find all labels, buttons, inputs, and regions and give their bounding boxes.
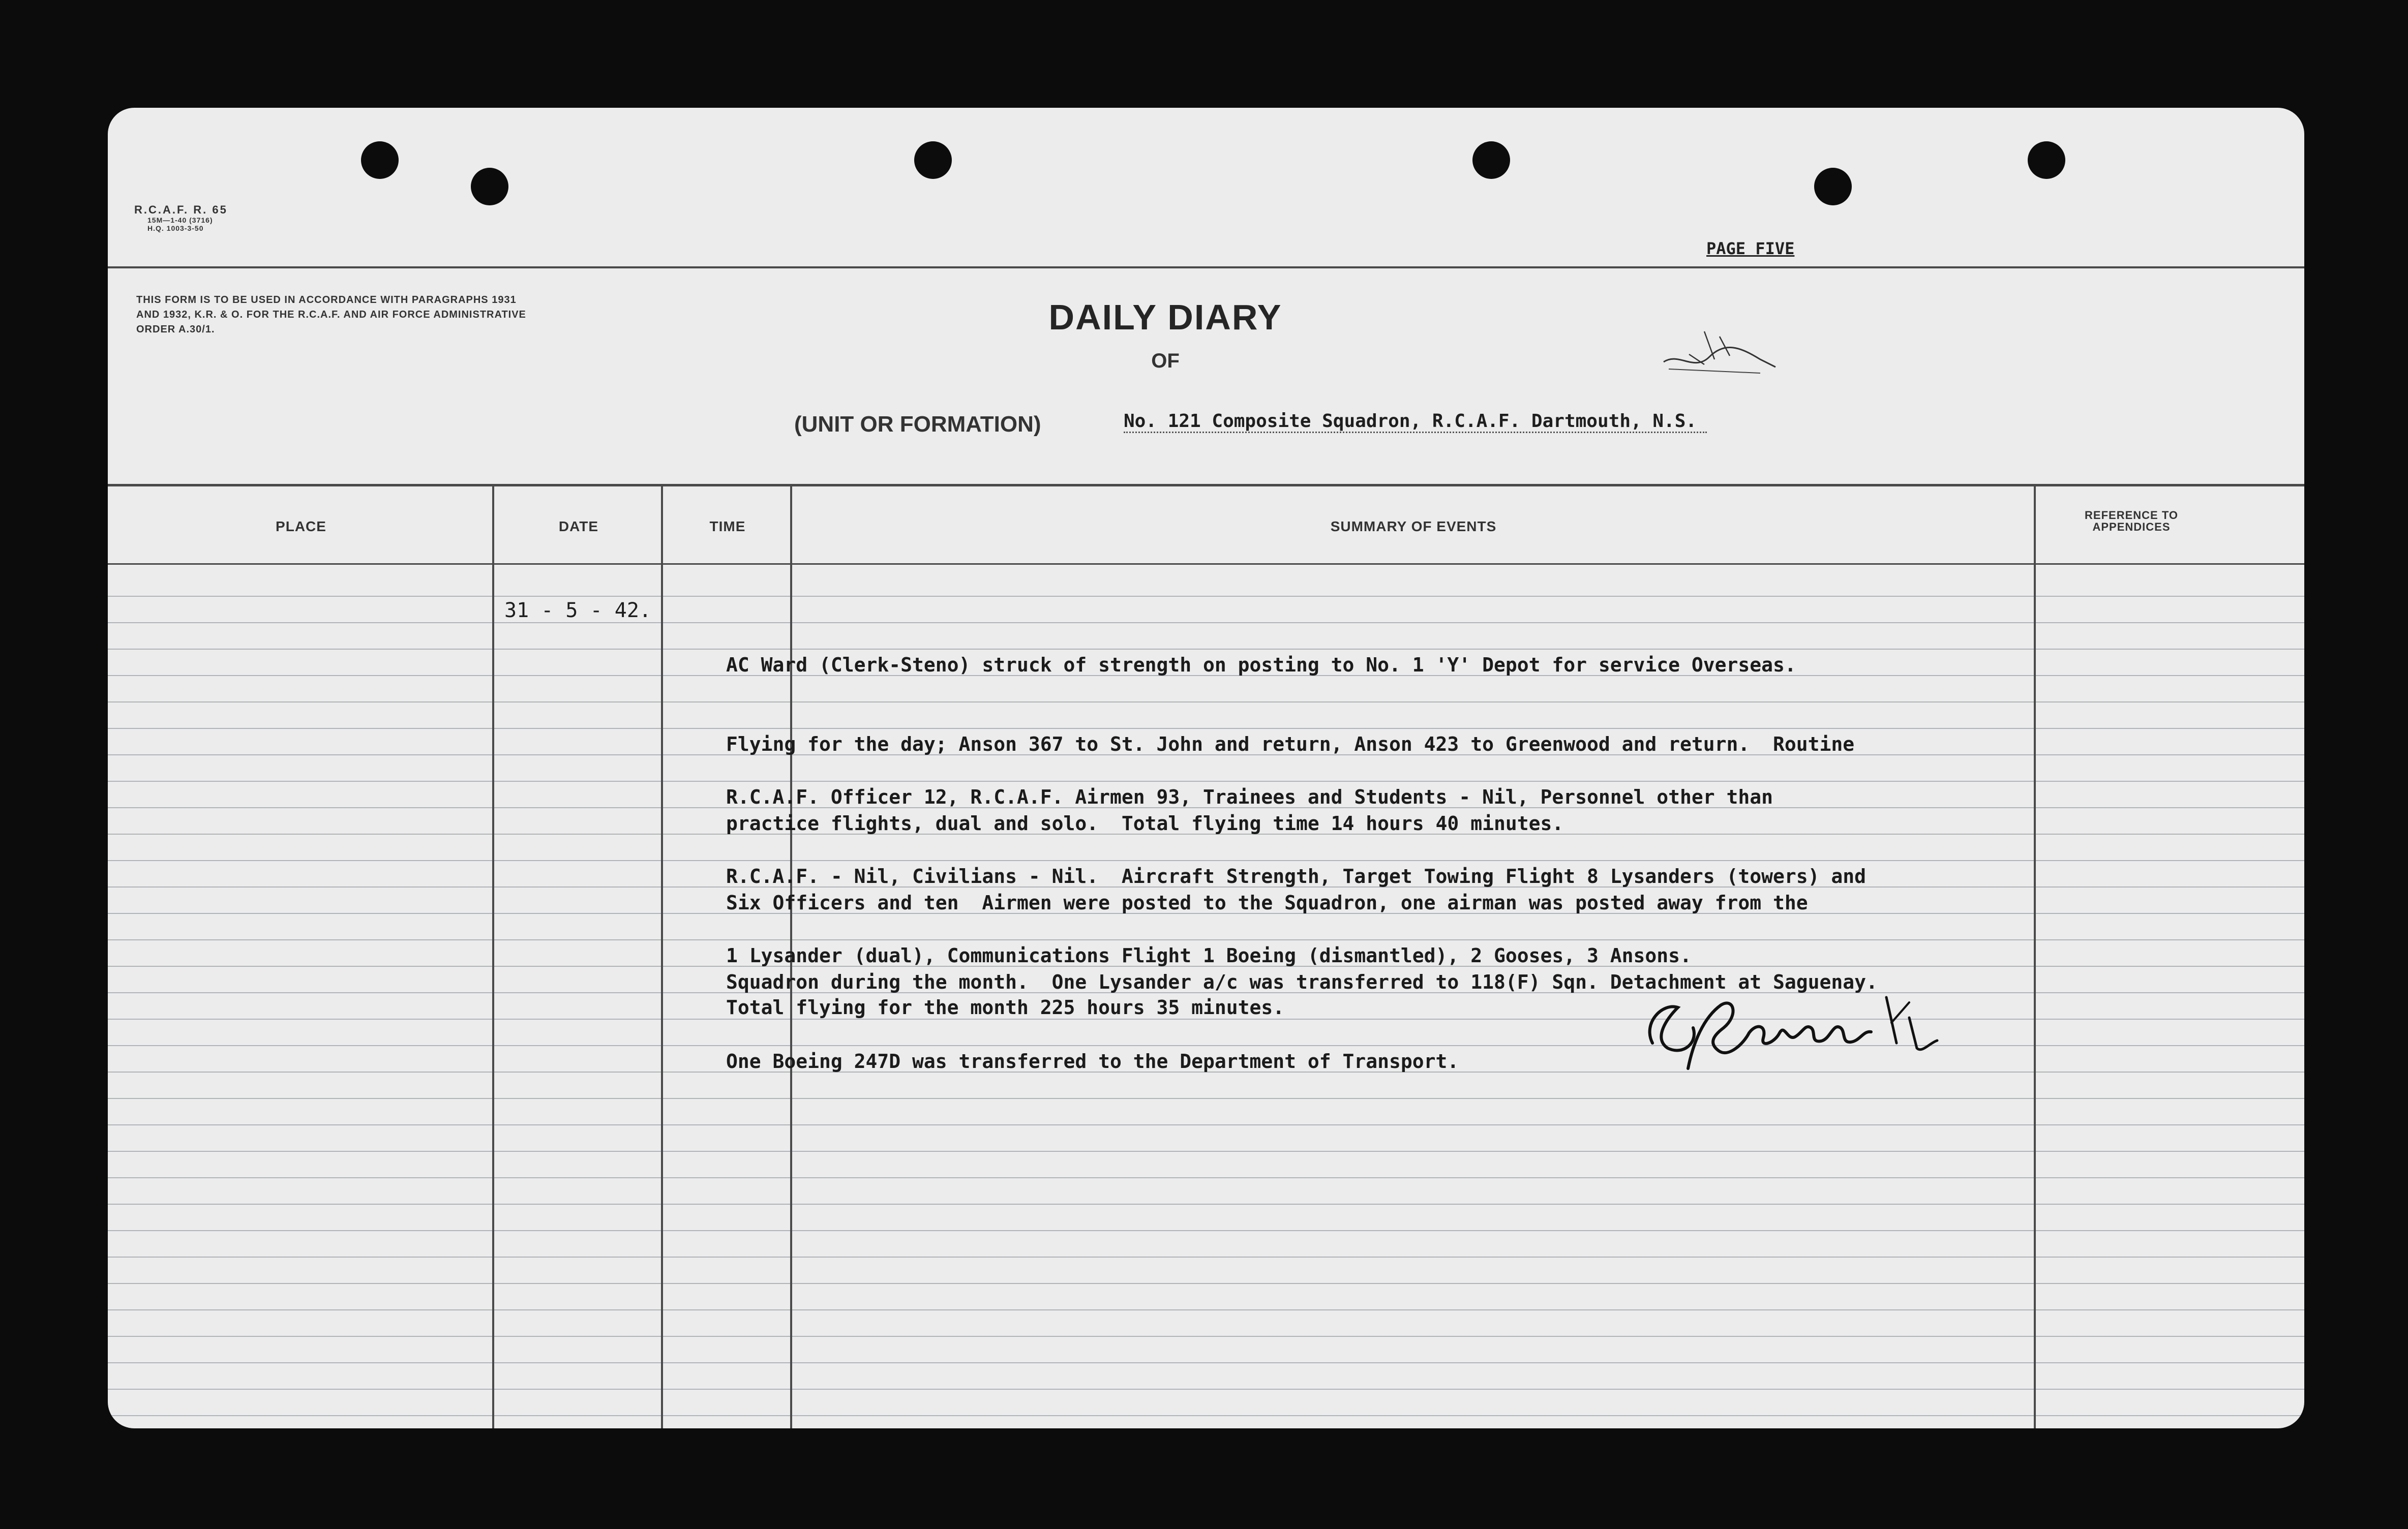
entry-paragraph xyxy=(726,941,1284,1074)
punch-hole xyxy=(1814,168,1852,205)
column-header-time: TIME xyxy=(709,518,746,534)
entry-line: 1 Lysander (dual), Communications Flight 1 Boeing (dismantled), 2 Gooses, 3 Ansons. xyxy=(726,944,1692,967)
table-header-rule xyxy=(108,563,2304,565)
page-number: PAGE FIVE xyxy=(1706,239,1795,258)
ruled-line xyxy=(108,1362,2304,1363)
punch-hole xyxy=(2028,141,2065,179)
ruled-line xyxy=(108,1309,2304,1310)
form-instruction: THIS FORM IS TO BE USED IN ACCORDANCE WITH PARAGRAPHS 1931 AND 1932, K.R. & O. FOR THE R.C.A.F. AND AIR FORCE ADMINISTRATIVE ORDER A.30/1. xyxy=(136,294,526,335)
unit-value: No. 121 Composite Squadron, R.C.A.F. Dartmouth, N.S. xyxy=(1124,411,1707,433)
title-of: OF xyxy=(1151,350,1180,372)
column-header-date: DATE xyxy=(558,518,599,534)
pen-mark xyxy=(1659,316,1781,382)
form-number: R.C.A.F. R. 65 xyxy=(134,203,228,216)
entry-line: Total flying for the month 225 hours 35 minutes. xyxy=(726,996,1285,1019)
column-divider xyxy=(492,484,494,1428)
column-header-reference: REFERENCE TO APPENDICES xyxy=(2085,509,2178,534)
column-divider xyxy=(661,484,663,1428)
entry-line: R.C.A.F. Officer 12, R.C.A.F. Airmen 93, Trainees and Students - Nil, Personnel other than xyxy=(726,786,1773,808)
column-header-place: PLACE xyxy=(276,518,326,534)
header-divider xyxy=(108,266,2304,268)
ruled-line xyxy=(108,1151,2304,1152)
ruled-line xyxy=(108,1177,2304,1178)
ruled-line xyxy=(108,1283,2304,1284)
entry-date: 31 - 5 - 42. xyxy=(504,599,651,622)
ruled-line xyxy=(108,1257,2304,1258)
signature xyxy=(1632,967,1958,1084)
punch-hole xyxy=(361,141,399,179)
entry-line: AC Ward (Clerk-Steno) struck of strength on posting to No. 1 'Y' Depot for service Overseas. xyxy=(726,654,1796,676)
entry-line: Six Officers and ten Airmen were posted to the Squadron, one airman was posted away from the xyxy=(726,892,1808,914)
ruled-line xyxy=(108,596,2304,597)
ruled-line xyxy=(108,1204,2304,1205)
unit-label: (UNIT OR FORMATION) xyxy=(794,412,1041,437)
column-divider xyxy=(2034,484,2036,1428)
page-title: DAILY DIARY xyxy=(1048,297,1282,337)
ruled-line xyxy=(108,1415,2304,1416)
form-code xyxy=(134,203,228,232)
ruled-line xyxy=(108,1389,2304,1390)
entry-line: Squadron during the month. One Lysander a/c was transferred to 118(F) Sqn. Detachment at Saguenay. xyxy=(726,971,1878,993)
punch-hole xyxy=(914,141,952,179)
punch-hole xyxy=(1472,141,1510,179)
entry-line: practice flights, dual and solo. Total flying time 14 hours 40 minutes. xyxy=(726,812,1564,835)
ruled-line xyxy=(108,1336,2304,1337)
column-header-summary: SUMMARY OF EVENTS xyxy=(1330,518,1497,534)
diary-form-card xyxy=(108,108,2304,1428)
entry-line: R.C.A.F. - Nil, Civilians - Nil. Aircraft Strength, Target Towing Flight 8 Lysanders (towers) and xyxy=(726,865,1867,888)
print-code: 15M—1-40 (3716) xyxy=(147,216,213,225)
punch-hole xyxy=(471,168,508,205)
print-code: H.Q. 1003-3-50 xyxy=(147,224,204,233)
entry-line: Flying for the day; Anson 367 to St. John and return, Anson 423 to Greenwood and return. Routine xyxy=(726,733,1855,755)
table-top-rule xyxy=(108,484,2304,486)
entry-line: One Boeing 247D was transferred to the Department of Transport. xyxy=(726,1050,1459,1073)
ruled-line xyxy=(108,1230,2304,1231)
